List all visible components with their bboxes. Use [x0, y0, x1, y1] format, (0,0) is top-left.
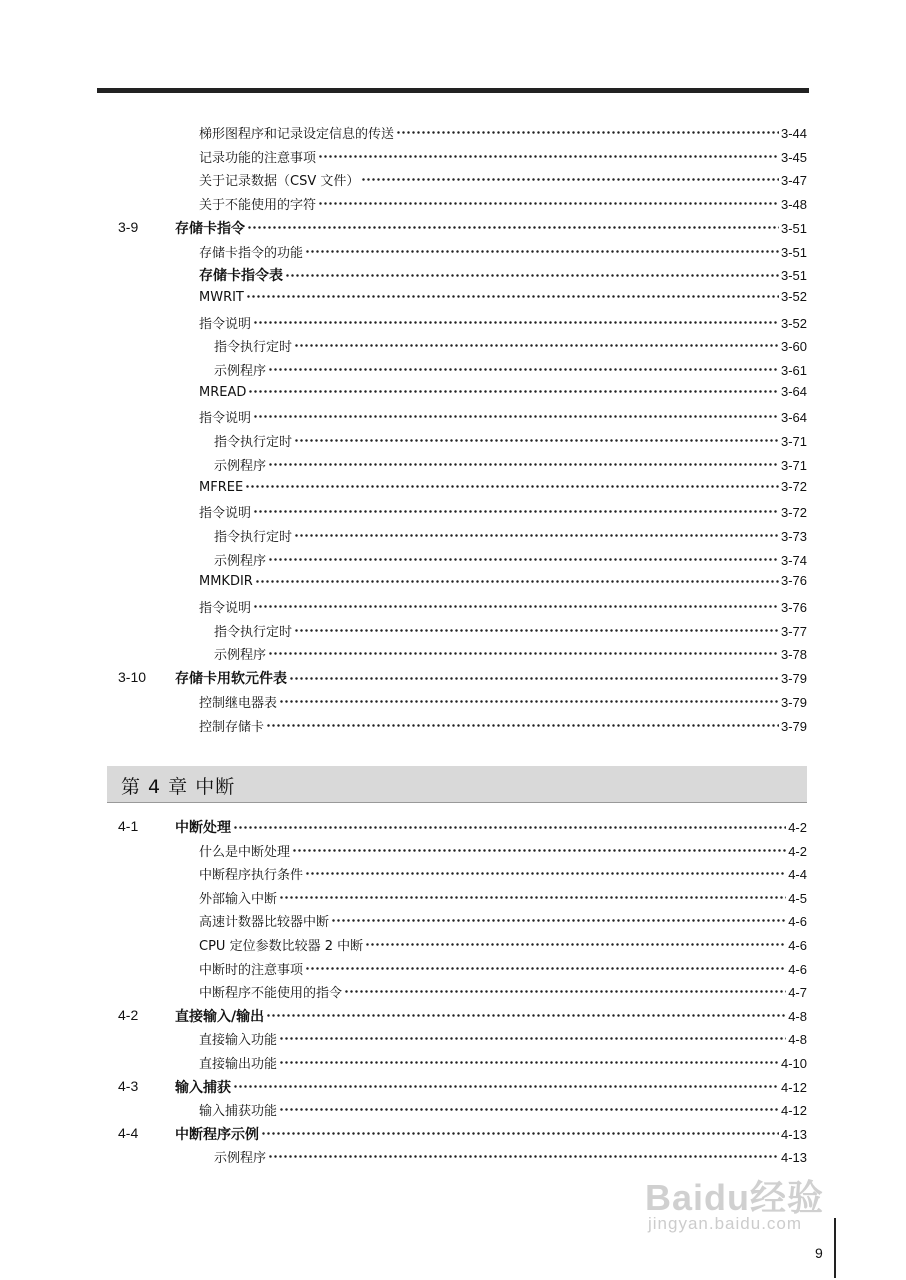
page-number: 9 — [815, 1245, 823, 1261]
dot-leader — [361, 175, 779, 185]
toc-entry-title: 关于记录数据（CSV 文件） — [199, 174, 360, 190]
chapter-title: 第 4 章 中断 — [121, 776, 236, 798]
dot-leader — [279, 1105, 779, 1115]
top-rule — [97, 88, 809, 93]
toc-entry-page: 3-71 — [780, 457, 807, 473]
dot-leader — [268, 1152, 779, 1162]
dot-leader — [233, 1082, 779, 1092]
toc-entry-page: 3-47 — [780, 173, 807, 189]
toc-entry — [0, 1145, 906, 1169]
dot-leader — [344, 987, 786, 997]
toc-entry-title: 存储卡指令 — [175, 220, 245, 237]
dot-leader — [253, 317, 779, 327]
toc-entry — [0, 1075, 906, 1099]
toc-entry-page: 3-51 — [780, 244, 807, 260]
toc-entry-page: 3-61 — [780, 363, 807, 378]
dot-leader — [279, 892, 786, 902]
toc-entry — [0, 714, 906, 738]
toc-entry-number: 4-2 — [118, 1006, 139, 1023]
dot-leader — [365, 940, 786, 950]
toc-entry — [0, 980, 906, 1004]
toc-entry-page: 3-71 — [780, 434, 807, 450]
toc-entry — [0, 263, 906, 287]
toc-entry — [0, 666, 906, 690]
toc-entry-title: 直接输出功能 — [199, 1057, 278, 1072]
toc-entry-title: MREAD — [199, 384, 247, 400]
toc-entry-page: 4-6 — [788, 961, 807, 977]
toc-entry-page: 4-8 — [788, 1008, 807, 1024]
toc-entry-page: 3-51 — [780, 220, 807, 236]
toc-entry — [0, 815, 906, 839]
dot-leader — [248, 387, 779, 397]
toc-entry-title: 输入捕获功能 — [199, 1104, 278, 1120]
toc-entry — [0, 358, 906, 382]
toc-entry-page: 3-52 — [780, 288, 807, 304]
toc-entry — [0, 619, 906, 643]
dot-leader — [253, 507, 779, 517]
toc-entry-page: 3-79 — [780, 694, 807, 710]
dot-leader — [268, 554, 779, 564]
toc-entry-title: 中断程序不能使用的指令 — [199, 986, 343, 1002]
toc-entry-title: 输入捕获 — [175, 1079, 231, 1096]
toc-entry — [0, 909, 906, 933]
toc-entry-title: 控制继电器表 — [199, 695, 278, 711]
toc-entry-page: 4-6 — [788, 914, 807, 930]
toc-entry-page: 3-74 — [780, 552, 807, 568]
toc-entry — [0, 1027, 906, 1051]
toc-entry-title: 梯形图程序和记录设定信息的传送 — [199, 127, 395, 142]
toc-entry-title: 什么是中断处理 — [199, 844, 291, 860]
toc-entry-page: 3-64 — [780, 410, 807, 426]
dot-leader — [285, 270, 779, 280]
toc-entry-title: 直接输入/输出 — [175, 1008, 265, 1025]
toc-entry — [0, 524, 906, 548]
chapter-heading-bar — [107, 766, 807, 803]
toc-entry-page: 4-2 — [788, 820, 807, 835]
toc-entry — [0, 429, 906, 453]
toc-entry — [0, 642, 906, 666]
toc-entry-page: 3-48 — [780, 197, 807, 213]
toc-entry-page: 3-45 — [780, 149, 807, 165]
dot-leader — [305, 246, 779, 256]
watermark-logo: Baidu经验 — [645, 1177, 825, 1218]
dot-leader — [318, 151, 779, 161]
toc-entry-title: 存储卡用软元件表 — [175, 671, 287, 688]
toc-entry-page: 4-2 — [788, 843, 807, 859]
toc-entry-number: 4-1 — [118, 818, 139, 834]
dot-leader — [268, 365, 779, 375]
toc-entry-title: 示例程序 — [214, 648, 267, 664]
dot-leader — [279, 696, 779, 706]
toc-entry-page: 4-4 — [788, 867, 807, 883]
toc-entry-title: 存储卡指令的功能 — [199, 245, 304, 261]
toc-entry-title: 直接输入功能 — [199, 1033, 278, 1049]
toc-entry — [0, 886, 906, 910]
toc-entry-title: 中断处理 — [175, 820, 231, 836]
toc-entry-title: 指令说明 — [199, 316, 252, 332]
toc-entry-number: 3-9 — [118, 218, 139, 235]
dot-leader — [233, 822, 786, 832]
toc-entry-number: 4-4 — [118, 1124, 139, 1141]
toc-entry-number: 4-3 — [118, 1077, 139, 1094]
toc-entry-page: 3-44 — [780, 126, 807, 141]
dot-leader — [294, 530, 779, 540]
toc-entry — [0, 1098, 906, 1122]
toc-entry-page: 4-12 — [780, 1103, 807, 1119]
dot-leader — [294, 341, 779, 351]
toc-entry-title: MFREE — [199, 479, 244, 495]
toc-entry — [0, 477, 906, 501]
toc-entry-page: 4-10 — [780, 1056, 807, 1071]
toc-entry-page: 4-5 — [788, 890, 807, 906]
toc-entry — [0, 240, 906, 264]
dot-leader — [279, 1058, 779, 1068]
toc-entry — [0, 382, 906, 406]
toc-entry-title: 外部输入中断 — [199, 891, 278, 907]
toc-entry-page: 3-76 — [780, 573, 807, 589]
toc-entry-page: 3-79 — [780, 718, 807, 734]
toc-entry-page: 3-60 — [780, 339, 807, 355]
toc-entry-title: 指令说明 — [199, 411, 252, 427]
toc-entry-title: 指令执行定时 — [214, 624, 293, 640]
toc-entry — [0, 168, 906, 192]
dot-leader — [246, 292, 779, 302]
toc-entry — [0, 216, 906, 240]
dot-leader — [253, 602, 779, 612]
toc-entry — [0, 1004, 906, 1028]
toc-entry — [0, 121, 906, 145]
toc-entry-page: 4-12 — [780, 1079, 807, 1095]
dot-leader — [305, 869, 786, 879]
toc-entry-page: 3-73 — [780, 528, 807, 544]
toc-entry-page: 3-77 — [780, 623, 807, 639]
toc-entry — [0, 311, 906, 335]
toc-entry-title: 中断时的注意事项 — [199, 962, 304, 978]
dot-leader — [318, 199, 779, 209]
toc-entry-title: 指令执行定时 — [214, 529, 293, 545]
dot-leader — [247, 223, 779, 233]
toc-entry-page: 4-7 — [788, 985, 807, 1001]
dot-leader — [261, 1129, 779, 1139]
toc-entry — [0, 145, 906, 169]
dot-leader — [266, 720, 779, 730]
toc-entry-page: 4-8 — [788, 1032, 807, 1048]
toc-entry — [0, 933, 906, 957]
toc-entry — [0, 500, 906, 524]
toc-entry — [0, 453, 906, 477]
toc-entry-title: 中断程序示例 — [175, 1126, 259, 1143]
toc-entry — [0, 1051, 906, 1075]
toc-entry-number: 3-10 — [118, 669, 147, 686]
toc-entry-title: 示例程序 — [214, 458, 267, 474]
dot-leader — [268, 649, 779, 659]
toc-entry — [0, 405, 906, 429]
page-number-rule — [834, 1218, 836, 1278]
toc-entry-page: 4-13 — [780, 1126, 807, 1142]
dot-leader — [331, 916, 786, 926]
dot-leader — [266, 1011, 786, 1021]
toc-entry-title: 示例程序 — [214, 364, 267, 379]
toc-entry — [0, 548, 906, 572]
toc-entry-page: 3-52 — [780, 315, 807, 331]
toc-entry-title: 示例程序 — [214, 553, 267, 569]
toc-entry-title: CPU 定位参数比较器 2 中断 — [199, 939, 364, 954]
dot-leader — [294, 436, 779, 446]
toc-entry-page: 3-76 — [780, 600, 807, 615]
toc-entry-title: MMKDIR — [199, 574, 253, 590]
toc-entry-page: 3-64 — [780, 383, 807, 399]
toc-entry-title: 指令说明 — [199, 506, 252, 522]
dot-leader — [245, 482, 779, 492]
dot-leader — [305, 963, 786, 973]
toc-entry-title: 记录功能的注意事项 — [199, 150, 317, 166]
toc-entry-page: 4-13 — [780, 1150, 807, 1166]
dot-leader — [292, 845, 786, 855]
toc-entry-page: 3-78 — [780, 647, 807, 663]
toc-entry — [0, 334, 906, 358]
watermark-url: jingyan.baidu.com — [648, 1214, 803, 1233]
toc-entry-title: 指令执行定时 — [214, 340, 293, 356]
toc-entry — [0, 839, 906, 863]
toc-entry — [0, 862, 906, 886]
dot-leader — [253, 412, 779, 422]
dot-leader — [279, 1034, 786, 1044]
toc-entry — [0, 690, 906, 714]
toc-entry-title: 控制存储卡 — [199, 719, 265, 735]
dot-leader — [294, 625, 779, 635]
dot-leader — [396, 128, 779, 138]
dot-leader — [289, 673, 779, 683]
toc-entry-title: 关于不能使用的字符 — [199, 198, 317, 214]
toc-entry-title: MWRIT — [199, 289, 244, 305]
toc-entry — [0, 595, 906, 619]
dot-leader — [268, 459, 779, 469]
toc-entry-page: 3-51 — [780, 268, 807, 284]
toc-entry-title: 示例程序 — [214, 1151, 267, 1167]
toc-entry-page: 3-79 — [780, 671, 807, 687]
toc-entry — [0, 571, 906, 595]
toc-entry — [0, 287, 906, 311]
toc-entry-page: 3-72 — [780, 505, 807, 521]
toc-entry-title: 存储卡指令表 — [199, 268, 283, 285]
toc-entry — [0, 192, 906, 216]
toc-entry-title: 指令执行定时 — [214, 435, 293, 451]
dot-leader — [255, 576, 779, 586]
toc-entry — [0, 1122, 906, 1146]
toc-entry-page: 4-6 — [788, 938, 807, 953]
toc-entry-page: 3-72 — [780, 478, 807, 494]
toc-entry-title: 中断程序执行条件 — [199, 868, 304, 884]
toc-entry-title: 高速计数器比较器中断 — [199, 915, 330, 931]
toc-entry-title: 指令说明 — [199, 601, 252, 616]
toc-entry — [0, 957, 906, 981]
